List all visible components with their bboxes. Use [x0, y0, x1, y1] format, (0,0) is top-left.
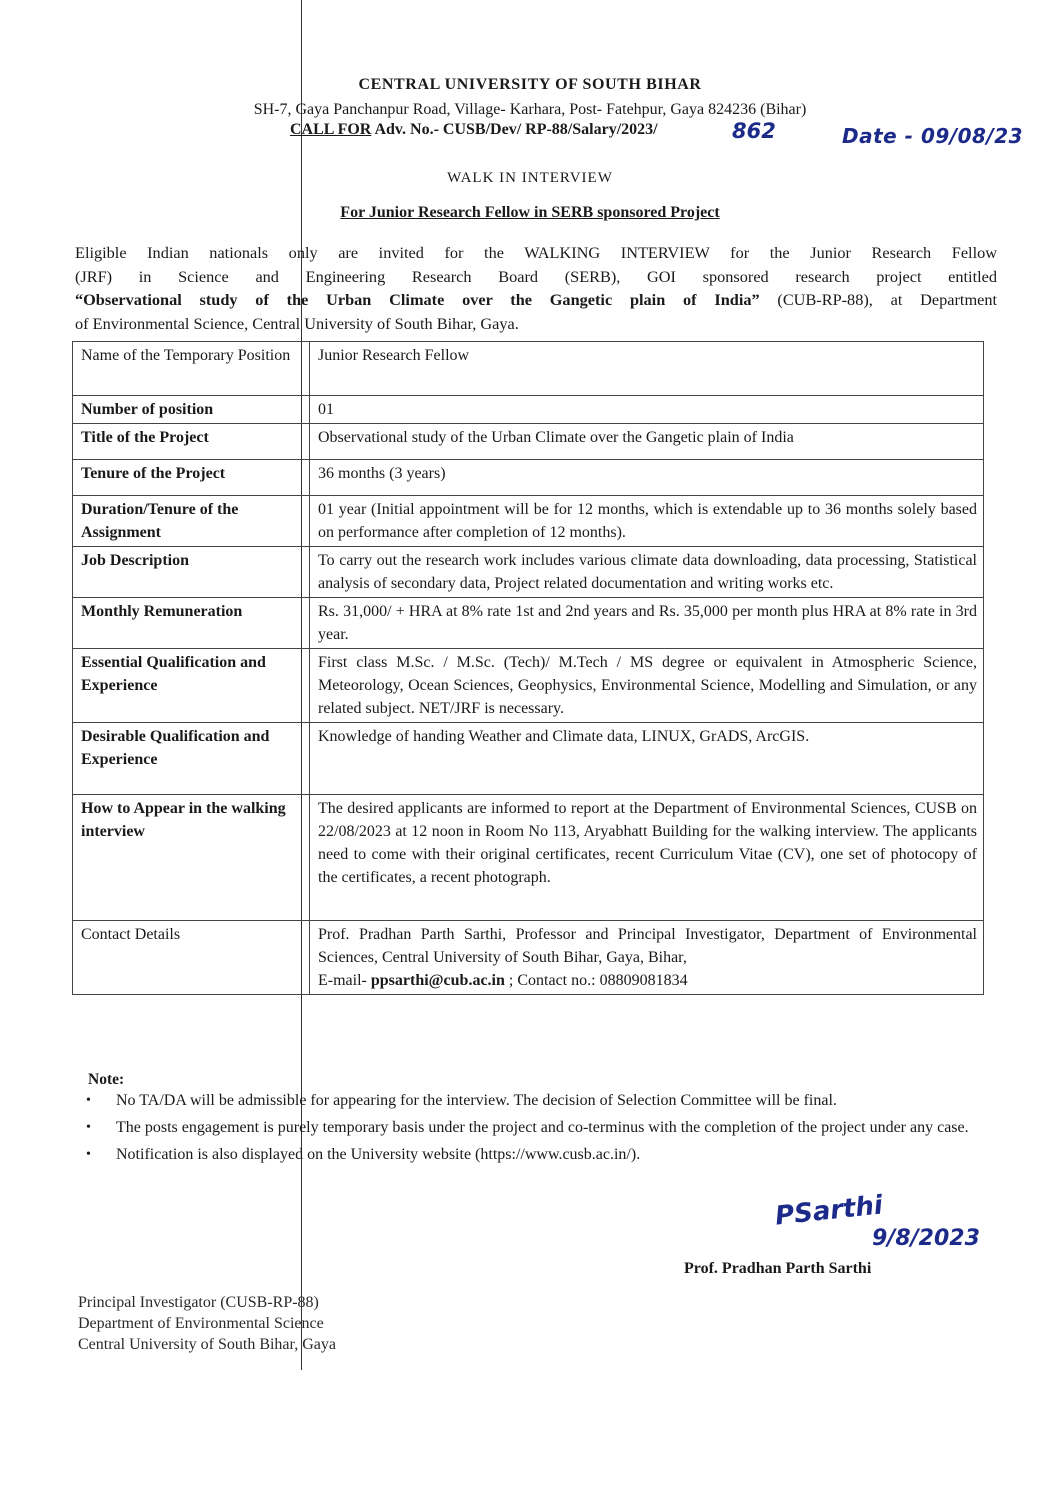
- row-value: 36 months (3 years): [310, 460, 984, 496]
- table-row: [73, 460, 984, 496]
- handwritten-date: Date - 09/08/23: [842, 124, 1024, 148]
- row-key: Tenure of the Project: [73, 460, 310, 496]
- row-key: Desirable Qualification and Experience: [73, 723, 310, 795]
- table-row: [73, 921, 984, 995]
- list-item: • Notification is also displayed on the University website (https://www.cusb.ac.in/).: [82, 1144, 1022, 1166]
- project-title: “Observational study of the Urban Climate over the Gangetic plain of India”: [75, 290, 760, 309]
- pi-line: Department of Environmental Science: [78, 1315, 324, 1332]
- university-name: CENTRAL UNIVERSITY OF SOUTH BIHAR: [358, 76, 702, 93]
- row-value: 01: [310, 396, 984, 424]
- table-row: [73, 547, 984, 598]
- row-value: The desired applicants are informed to report at the Department of Environmental Sciences, CUSB on 22/08/2023 at 12 noon in Room No 113, Aryabhatt Building for the walking interview. The applicants need to come with their original certificates, recent Curriculum Vitae (CV), one set of photocopy of the certificates, a recent photograph.: [310, 795, 984, 921]
- row-value: Junior Research Fellow: [310, 342, 984, 396]
- table-row: [73, 342, 984, 396]
- university-address: SH-7, Gaya Panchanpur Road, Village- Karhara, Post- Fatehpur, Gaya 824236 (Bihar): [253, 101, 807, 118]
- list-item: • The posts engagement is purely temporary basis under the project and co-terminus with the completion of the project under any case.: [82, 1117, 1022, 1139]
- pi-line: Principal Investigator (CUSB-RP-88): [78, 1294, 319, 1311]
- table-row: [73, 496, 984, 547]
- table-row: [73, 649, 984, 723]
- list-item: • No TA/DA will be admissible for appearing for the interview. The decision of Selection Committee will be final.: [82, 1090, 1022, 1112]
- table-row: [73, 396, 984, 424]
- handwritten-signature: PSarthi: [773, 1190, 885, 1232]
- row-value: Rs. 31,000/ + HRA at 8% rate 1st and 2nd years and Rs. 35,000 per month plus HRA at 8% rate in 3rd year.: [310, 598, 984, 649]
- adv-number-text: Adv. No.- CUSB/Dev/ RP-88/Salary/2023/: [371, 121, 658, 138]
- row-key: Contact Details: [73, 921, 310, 995]
- call-for-label: CALL FOR: [290, 121, 372, 138]
- row-value: Prof. Pradhan Parth Sarthi, Professor and Principal Investigator, Department of Environmental Sciences, Central University of South Bihar, Gaya, Bihar, E-mail- ppsarthi@cub.ac.in ; Contact no.: 08809081834: [310, 921, 984, 995]
- notes-list: [82, 1090, 1022, 1171]
- intro-paragraph: Eligible Indian nationals only are invited for the WALKING INTERVIEW for the Junior Research Fellow (JRF) in Science and Engineering Research Board (SERB), GOI sponsored research project entitled “Observational study of the Urban Climate over the Gangetic plain of India” (CUB-RP-88), at Department of Environmental Science, Central University of South Bihar, Gaya.: [75, 243, 997, 333]
- row-key: Monthly Remuneration: [73, 598, 310, 649]
- row-value: Observational study of the Urban Climate over the Gangetic plain of India: [310, 424, 984, 460]
- row-key: How to Appear in the walking interview: [73, 795, 310, 921]
- table-row: [73, 598, 984, 649]
- row-value: To carry out the research work includes various climate data downloading, data processing, Statistical analysis of secondary data, Project related documentation and writing works etc.: [310, 547, 984, 598]
- pi-line: Central University of South Bihar, Gaya: [78, 1336, 336, 1353]
- table-row: [73, 424, 984, 460]
- walk-in-title: WALK IN INTERVIEW: [447, 170, 613, 186]
- row-key: Essential Qualification and Experience: [73, 649, 310, 723]
- row-key: Name of the Temporary Position: [73, 342, 310, 396]
- advertisement-number: [290, 121, 658, 139]
- row-key: Number of position: [73, 396, 310, 424]
- table-row: [73, 795, 984, 921]
- contact-email[interactable]: ppsarthi@cub.ac.in: [370, 972, 505, 989]
- notice-subtitle: For Junior Research Fellow in SERB sponsored Project: [340, 204, 720, 221]
- principal-investigator-block: [78, 1292, 336, 1355]
- row-value: Knowledge of handing Weather and Climate data, LINUX, GrADS, ArcGIS.: [310, 723, 984, 795]
- signatory-name: Prof. Pradhan Parth Sarthi: [684, 1260, 872, 1277]
- note-label: Note:: [88, 1071, 125, 1088]
- row-key: Duration/Tenure of the Assignment: [73, 496, 310, 547]
- signature-date: 9/8/2023: [872, 1226, 980, 1251]
- row-value: 01 year (Initial appointment will be for 12 months, which is extendable up to 36 months solely based on performance after completion of 12 months).: [310, 496, 984, 547]
- table-row: [73, 723, 984, 795]
- row-key: Title of the Project: [73, 424, 310, 460]
- adv-handwritten-number: 862: [732, 119, 776, 143]
- row-value: First class M.Sc. / M.Sc. (Tech)/ M.Tech / MS degree or equivalent in Atmospheric Science, Meteorology, Ocean Sciences, Geophysics, Environmental Science, Modelling and Simulation, or any related subject. NET/JRF is necessary.: [310, 649, 984, 723]
- row-key: Job Description: [73, 547, 310, 598]
- position-details-table: [72, 341, 984, 995]
